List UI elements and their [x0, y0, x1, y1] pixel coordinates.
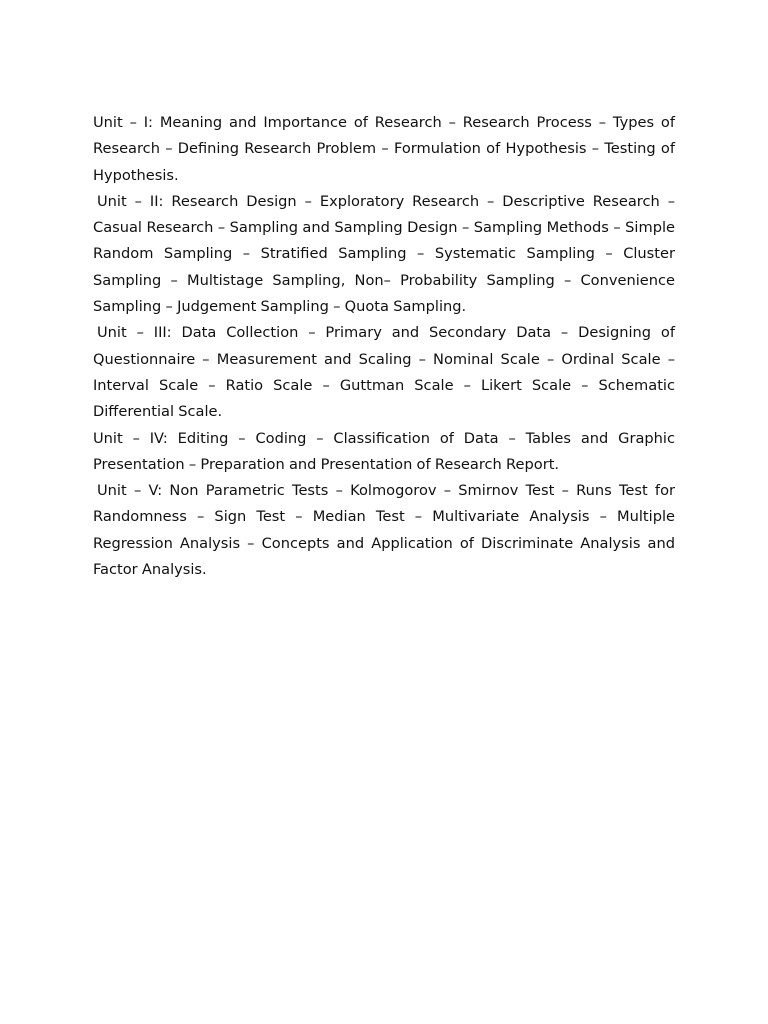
syllabus-body [93, 110, 675, 583]
unit-3-paragraph: Unit – III: Data Collection – Primary and Secondary Data – Designing of Questionnaire – Measurement and Scaling – Nominal Scale – Ordinal Scale – Interval Scale – Ratio Scale – Guttman Scale – Likert Scale – Schematic Differential Scale. [93, 324, 675, 421]
unit-2-paragraph: Unit – II: Research Design – Exploratory Research – Descriptive Research – Casual Research – Sampling and Sampling Design – Sampling Methods – Simple Random Sampling – Stratified Sampling – Systematic Sampling – Cluster Sampling – Multistage Sampling, Non– Probability Sampling – Convenience Sampling – Judgement Sampling – Quota Sampling. [93, 192, 675, 316]
unit-5-paragraph: Unit – V: Non Parametric Tests – Kolmogorov – Smirnov Test – Runs Test for Randomness – Sign Test – Median Test – Multivariate Analysis – Multiple Regression Analysis – Concepts and Application of Discriminate Analysis and Factor Analysis. [93, 482, 675, 579]
unit-4-paragraph: Unit – IV: Editing – Coding – Classification of Data – Tables and Graphic Presentation – Preparation and Presentation of Research Report. [93, 429, 675, 473]
unit-1-paragraph: Unit – I: Meaning and Importance of Research – Research Process – Types of Research – Defining Research Problem – Formulation of Hypothesis – Testing of Hypothesis. [93, 114, 675, 184]
